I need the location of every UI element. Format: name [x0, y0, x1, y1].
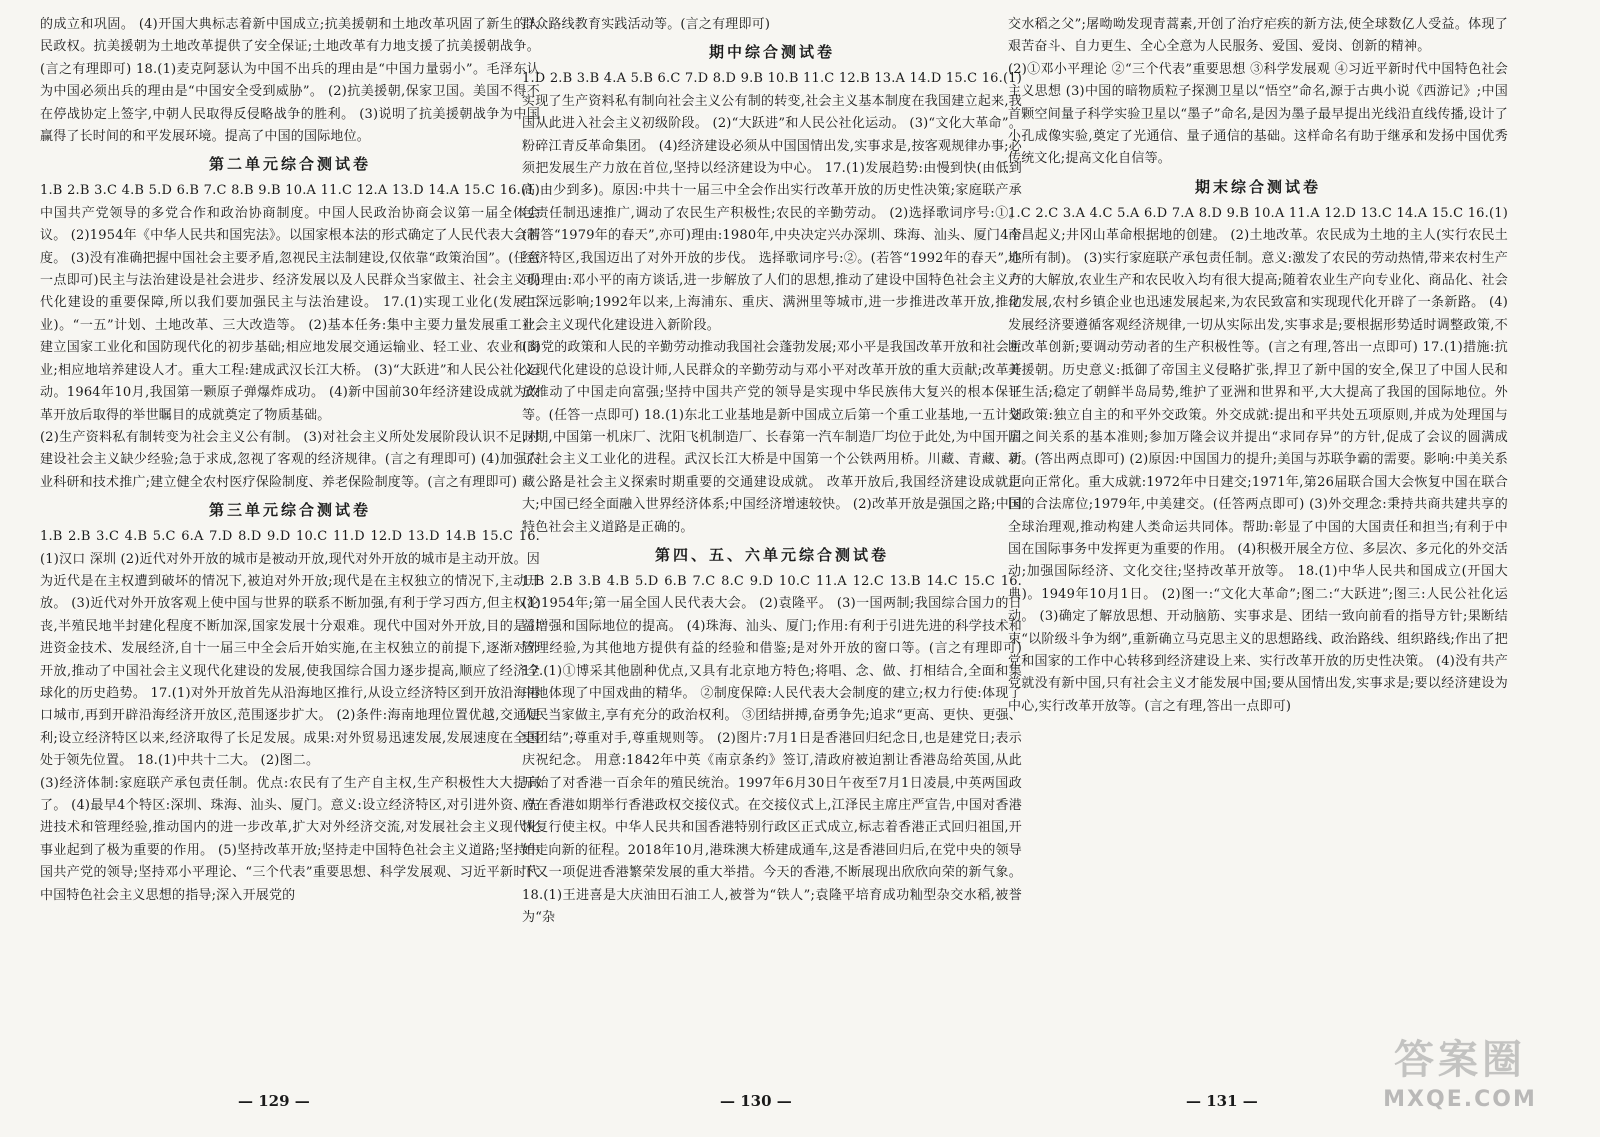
section-heading: 第二单元综合测试卷 — [208, 155, 371, 174]
answer-paragraph: (3)党的政策和人民的辛勤劳动推动我国社会蓬勃发展;邓小平是我国改革开放和社会主义现代化建设的总设计师,人民群众的辛勤劳动与邓小平对改革开放的重大贡献;改革开放推动了中国走向富强;坚持中国共产党的领导是实现中华民族伟大复兴的根本保证等。(任答一点即可) 18.(1)东北工业基地是新中国成立后第一个重工业基地,一五计划时期,中国第一机床厂、沈阳飞机制造厂、长春第一汽车制造厂均位于此处,为中国开启了社会主义工业化的进程。武汉长江大桥是中国第一个公铁两用桥。川藏、青藏、新藏公路是社会主义探索时期重要的交通建设成就。 改革开放后,我国经济建设成就巨大;中国已经全面融入世界经济体系;中国经济增速较快。 (2)改革开放是强国之路;中国特色社会主义道路是正确的。 — [522, 340, 1022, 535]
answer-paragraph: 群众路线教育实践活动等。(言之有理即可) — [522, 17, 771, 32]
answer-paragraph: 1.B 2.B 3.C 4.B 5.C 6.A 7.D 8.D 9.D 10.C 11.D 12.D 13.D 14.B 15.C 16.(1)汉口 深圳 (2)近代对外开放的城市是被动开放,现代对外开放的城市是主动开放。因为近代是在主权遭到破坏的情况下,被迫对外开放;现代是在主权独立的情况下,主动开放。 (3)近代对外开放客观上使中国与世界的联系不断加强,有利于学习西方,但主权沦丧,半殖民地半封建化程度不断加深,国家发展十分艰难。现代中国对外开放,目的是引进资金技术、发展经济,自十一届三中全会后开始实施,在主权独立的前提下,逐渐对外开放,推动了中国社会主义现代化建设的发展,使我国综合国力逐步提高,顺应了经济全球化的历史趋势。 17.(1)对外开放首先从沿海地区推行,从设立经济特区到开放沿海港口城市,再到开辟沿海经济开放区,范围逐步扩大。 (2)条件:海南地理位置优越,交通便利;设立经济特区以来,经济取得了长足发展。成果:对外贸易迅速发展,发展速度在全国处于领先位置。 18.(1)中共十二大。 (2)图二。 — [40, 529, 540, 769]
section-heading: 期中综合测试卷 — [708, 43, 835, 62]
watermark-logo-text: 答案圈 — [1394, 1037, 1526, 1083]
section-heading: 期末综合测试卷 — [1194, 177, 1321, 196]
answer-paragraph: 的成立和巩固。 (4)开国大典标志着新中国成立;抗美援朝和土地改革巩固了新生的人民政权。抗美援朝为土地改革提供了安全保证;土地改革有力地支援了抗美援朝战争。(言之有理即可) 18.(1)麦克阿瑟认为中国不出兵的理由是“中国力量弱小”。毛泽东认为中国必须出兵的理由是“中国安全受到威胁”。 (2)抗美援朝,保家卫国。美国不得不在停战协定上签字,中朝人民取得反侵略战争的胜利。 (3)说明了抗美援朝战争为中国赢得了长时间的和平发展环境。提高了中国的国际地位。 — [40, 17, 540, 145]
answer-paragraph: 1.D 2.B 3.B 4.A 5.B 6.C 7.D 8.D 9.B 10.B 11.C 12.B 13.A 14.D 15.C 16.(1)实现了生产资料私有制向社会主义公有制的转变,社会主义基本制度在我国建立起来,我国从此进入社会主义初级阶段。 (2)“大跃进”和人民公社化运动。 (3)“文化大革命”。粉碎江青反革命集团。 (4)经济建设必须从中国国情出发,实事求是,按客观规律办事;必须把发展生产力放在首位,坚持以经济建设为中心。 17.(1)发展趋势:由慢到快(由低到高,由少到多)。原因:中共十一届三中全会作出实行改革开放的历史性决策;家庭联产承包责任制迅速推广,调动了农民生产积极性;农民的辛勤劳动。 (2)选择歌词序号:①。(若答“1979年的春天”,亦可)理由:1980年,中央决定兴办深圳、珠海、汕头、厦门4个经济特区,我国迈出了对外开放的步伐。 选择歌词序号:②。(若答“1992年的春天”,亦可)理由:邓小平的南方谈话,进一步解放了人们的思想,推动了建设中国特色社会主义产生深远影响;1992年以来,上海浦东、重庆、满洲里等城市,进一步推进改革开放,推动社会主义现代化建设进入新阶段。 — [522, 71, 1022, 333]
answer-paragraph: (3)经济体制:家庭联产承包责任制。优点:农民有了生产自主权,生产积极性大大提高了。 (4)最早4个特区:深圳、珠海、汕头、厦门。意义:设立经济特区,对引进外资、先进技术和管理经验,推动国内的进一步改革,扩大对外经济交流,对发展社会主义现代化事业起到了极为重要的作用。 (5)坚持改革开放;坚持走中国特色社会主义道路;坚持中国共产党的领导;坚持邓小平理论、“三个代表”重要思想、科学发展观、习近平新时代中国特色社会主义思想的指导;深入开展党的 — [40, 775, 540, 903]
section-heading: 第四、五、六单元综合测试卷 — [654, 545, 889, 564]
answer-paragraph: (2)①邓小平理论 ②“三个代表”重要思想 ③科学发展观 ④习近平新时代中国特色社会主义思想 (3)中国的暗物质粒子探测卫星以“悟空”命名,源于古典小说《西游记》;中国首颗空间量子科学实验卫星以“墨子”命名,是因为墨子最早提出光线沿直线传播,设计了小孔成像实验,奠定了光通信、量子通信的基础。这样命名有助于继承和发扬中国优秀传统文化;提高文化自信等。 — [1008, 61, 1508, 167]
answer-paragraph: 1.B 2.B 3.C 4.B 5.D 6.B 7.C 8.B 9.B 10.A 11.C 12.A 13.D 14.A 15.C 16.(1)中国共产党领导的多党合作和政治协商制度。中国人民政治协商会议第一届全体会议。 (2)1954年《中华人民共和国宪法》。以国家根本法的形式确定了人民代表大会制度。 (3)没有准确把握中国社会主要矛盾,忽视民主法制建设,仅依靠“政策治国”。(任意一点即可)民主与法治建设是社会进步、经济发展以及人民群众当家做主、社会主义现代化建设的重要保障,所以我们要加强民主与法治建设。 17.(1)实现工业化(发展工业)。“一五”计划、土地改革、三大改造等。 (2)基本任务:集中主要力量发展重工业,建立国家工业化和国防现代化的初步基础;相应地发展交通运输业、轻工业、农业和商业;相应地培养建设人才。重大工程:建成武汉长江大桥。 (3)“大跃进”和人民公社化运动。1964年10月,我国第一颗原子弹爆炸成功。 (4)新中国前30年经济建设成就为改革开放后取得的举世瞩目的成就奠定了物质基础。 — [40, 183, 540, 423]
page-number-129: — 129 — — [238, 1092, 310, 1110]
answer-paragraph: 交水稻之父”;屠呦呦发现青蒿素,开创了治疗疟疾的新方法,使全球数亿人受益。体现了艰苦奋斗、自力更生、全心全意为人民服务、爱国、爱岗、创新的精神。 — [1008, 17, 1508, 55]
watermark-url: MXQE.COM — [1383, 1087, 1537, 1112]
section-heading: 第三单元综合测试卷 — [208, 501, 371, 520]
answer-column-right — [1008, 14, 1508, 718]
page-number-131: — 131 — — [1186, 1092, 1258, 1110]
answer-paragraph: 1.B 2.B 3.B 4.B 5.D 6.B 7.C 8.C 9.D 10.C 11.A 12.C 13.B 14.C 15.C 16.(1)1954年;第一届全国人民代表大会。 (2)袁隆平。 (3)一国两制;我国综合国力的日益增强和国际地位的提高。 (4)珠海、汕头、厦门;作用:有利于引进先进的科学技术和管理经验,为其他地方提供有益的经验和借鉴;是对外开放的窗口等。(言之有理即可) 17.(1)①博采其他剧种优点,又具有北京地方特色;将唱、念、做、打相结合,全面和集中地体现了中国戏曲的精华。 ②制度保障:人民代表大会制度的建立;权力行使:体现了人民当家做主,享有充分的政治权利。 ③团结拼搏,奋勇争先;追求“更高、更快、更强、更团结”;尊重对手,尊重规则等。 (2)图片:7月1日是香港回归纪念日,也是建党日;表示庆祝纪念。 用意:1842年中英《南京条约》签订,清政府被迫割让香港岛给英国,从此开始了对香港一百余年的殖民统治。1997年6月30日午夜至7月1日凌晨,中英两国政府在香港如期举行香港政权交接仪式。在交接仪式上,江泽民主席庄严宣告,中国对香港恢复行使主权。中华人民共和国香港特别行政区正式成立,标志着香港正式回归祖国,开始走向新的征程。2018年10月,港珠澳大桥建成通车,这是香港回归后,在党中央的领导下又一项促进香港繁荣发展的重大举措。今天的香港,不断展现出欣欣向荣的新气象。 18.(1)王进喜是大庆油田石油工人,被誉为“铁人”;袁隆平培育成功籼型杂交水稻,被誉为“杂 — [522, 573, 1022, 926]
answer-paragraph: (2)生产资料私有制转变为社会主义公有制。 (3)对社会主义所处发展阶段认识不足,对建设社会主义缺少经验;急于求成,忽视了客观的经济规律。(言之有理即可) (4)加强农业科研和技术推广;建立健全农村医疗保险制度、养老保险制度等。(言之有理即可) — [40, 429, 540, 490]
answer-column-left — [40, 14, 540, 907]
answer-paragraph: 1.C 2.C 3.A 4.C 5.A 6.D 7.A 8.D 9.B 10.A 11.A 12.D 13.C 14.A 15.C 16.(1)南昌起义;井冈山革命根据地的创建。 (2)土地改革。农民成为土地的主人(实行农民土地所有制)。 (3)实行家庭联产承包责任制。意义:激发了农民的劳动热情,带来农村生产力的大解放,农业生产和农民收入均有很大提高;随着农业生产向专业化、商品化、社会化发展,农村乡镇企业也迅速发展起来,为农民致富和实现现代化开辟了一条新路。 (4)发展经济要遵循客观经济规律,一切从实际出发,实事求是;要根据形势适时调整政策,不断改革创新;要调动劳动者的生产积极性等。(言之有理,答出一点即可) 17.(1)措施:抗美援朝。历史意义:抵御了帝国主义侵略扩张,捍卫了新中国的安全,保卫了中国人民和平生活;稳定了朝鲜半岛局势,维护了亚洲和世界和平,大大提高了我国的国际地位。外交政策:独立自主的和平外交政策。外交成就:提出和平共处五项原则,并成为处理国与国之间关系的基本准则;参加万隆会议并提出“求同存异”的方针,促成了会议的圆满成功。(答出两点即可) (2)原因:中国国力的提升;美国与苏联争霸的需要。影响:中美关系走向正常化。重大成就:1972年中日建交;1971年,第26届联合国大会恢复中国在联合国的合法席位;1979年,中美建交。(任答两点即可) (3)外交理念:秉持共商共建共享的全球治理观,推动构建人类命运共同体。帮助:彰显了中国的大国责任和担当;有利于中国在国际事务中发挥更为重要的作用。 (4)积极开展全方位、多层次、多元化的外交活动;加强国际经济、文化交往;坚持改革开放等。 18.(1)中华人民共和国成立(开国大典)。1949年10月1日。 (2)图一:“文化大革命”;图二:“大跃进”;图三:人民公社化运动。 (3)确定了解放思想、开动脑筋、实事求是、团结一致向前看的指导方针;果断结束“以阶级斗争为纲”,重新确立马克思主义的思想路线、政治路线、组织路线;作出了把党和国家的工作中心转移到经济建设上来、实行改革开放的历史性决策。 (4)没有共产党就没有新中国,只有社会主义才能发展中国;要从国情出发,实事求是;要以经济建设为中心,实行改革开放等。(言之有理,答出一点即可) — [1008, 205, 1508, 714]
answer-column-middle — [522, 14, 1022, 929]
watermark-logo — [1350, 1033, 1570, 1123]
page-number-130: — 130 — — [720, 1092, 792, 1110]
